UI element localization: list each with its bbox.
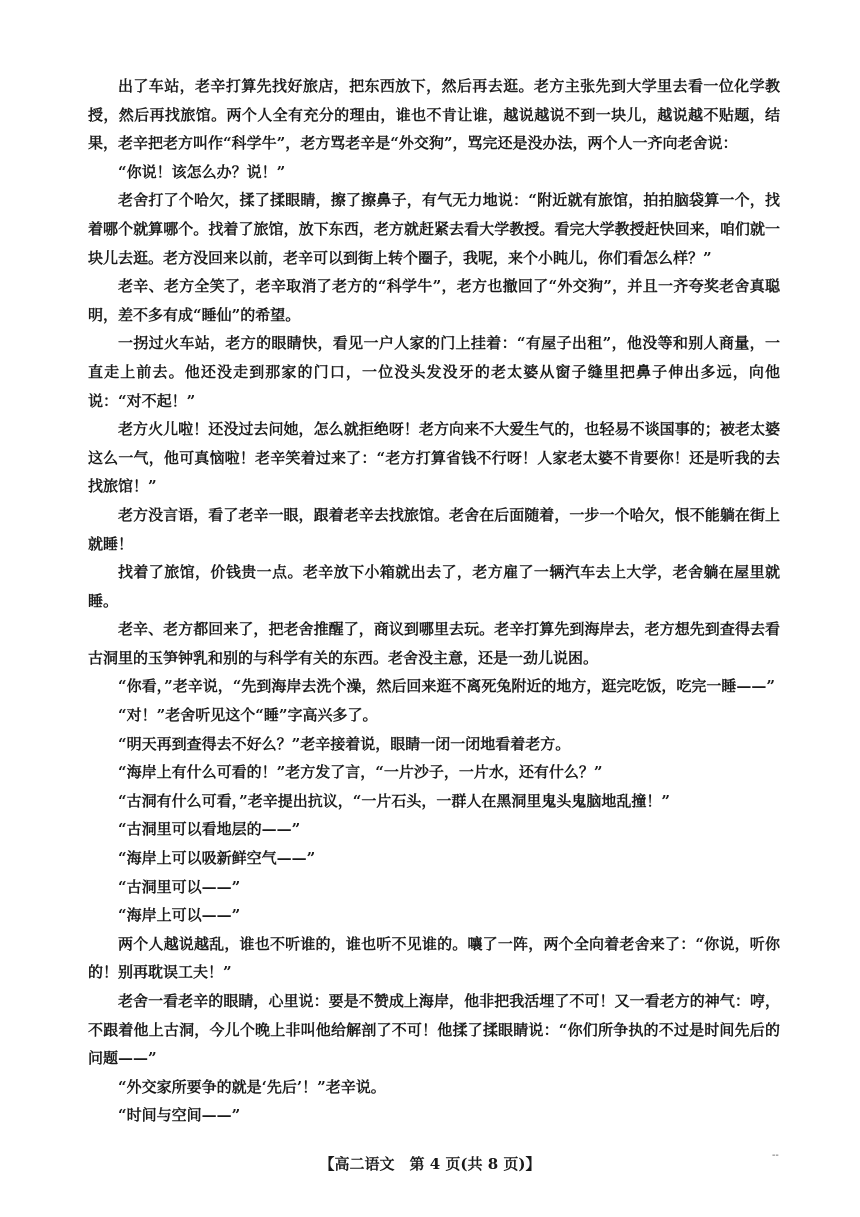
paragraph-1: 出了车站，老辛打算先找好旅店，把东西放下，然后再去逛。老方主张先到大学里去看一位化学教授，然后再找旅馆。两个人全有充分的理由，谁也不肯让谁，越说越说不到一块儿，越说越不贴题，结果，老辛把老方叫作“科学牛”，老方骂老辛是“外交狗”，骂完还是没办法，两个人一齐向老舍说： — [88, 77, 780, 153]
paragraph-8: 找着了旅馆，价钱贵一点。老辛放下小箱就出去了，老方雇了一辆汽车去上大学，老舍躺在屋里就睡。 — [88, 563, 780, 610]
paragraph-16: “海岸上可以吸新鲜空气——” — [118, 849, 316, 868]
paragraph-18: “海岸上可以——” — [118, 906, 241, 925]
paragraph-20: 老舍一看老辛的眼睛，心里说：要是不赞成上海岸，他非把我活埋了不可！又一看老方的神气：哼，不跟着他上古洞，今儿个晚上非叫他给解剖了不可！他揉了揉眼睛说：“你们所争执的不过是时间先后的问题——” — [88, 992, 780, 1068]
paragraph-5: 一拐过火车站，老方的眼睛快，看见一户人家的门上挂着：“有屋子出租”，他没等和别人商量，一直走上前去。他还没走到那家的门口，一位没头发没牙的老太婆从窗子缝里把鼻子伸出多远，向他说：“对不起！” — [88, 334, 780, 410]
paragraph-4: 老辛、老方全笑了，老辛取消了老方的“科学牛”，老方也撤回了“外交狗”，并且一齐夸奖老舍真聪明，差不多有成“睡仙”的希望。 — [88, 277, 780, 324]
paragraph-2: “你说！该怎么办？说！” — [118, 162, 286, 181]
page-footer: 【高二语文 第 4 页(共 8 页)】 — [319, 1155, 541, 1173]
paragraph-12: “明天再到查得去不好么？”老辛接着说，眼睛一闭一闭地看着老方。 — [118, 734, 571, 753]
paragraph-6: 老方火儿啦！还没过去问她，怎么就拒绝呀！老方向来不大爱生气的，也轻易不谈国事的；被老太婆这么一气，他可真恼啦！老辛笑着过来了：“老方打算省钱不行呀！人家老太婆不肯要你！还是听我的去找旅馆！” — [88, 420, 780, 496]
paragraph-7: 老方没言语，看了老辛一眼，跟着老辛去找旅馆。老舍在后面随着，一步一个哈欠，恨不能躺在街上就睡！ — [88, 505, 780, 553]
paragraph-17: “古洞里可以——” — [118, 877, 241, 896]
paragraph-10: “你看，”老辛说，“先到海岸去洗个澡，然后回来逛不离死兔附近的地方，逛完吃饭，吃完一睡——” — [118, 677, 776, 696]
paragraph-22: “时间与空间——” — [118, 1106, 241, 1125]
paragraph-19: 两个人越说越乱，谁也不听谁的，谁也听不见谁的。嚷了一阵，两个全向着老舍来了：“你说，听你的！别再耽误工夫！” — [88, 934, 780, 982]
paragraph-15: “古洞里可以看地层的——” — [118, 820, 301, 839]
body-text — [88, 72, 780, 1130]
paragraph-14: “古洞有什么可看，”老辛提出抗议，“一片石头，一群人在黑洞里鬼头鬼脑地乱撞！” — [118, 791, 671, 810]
corner-mark: -- — [772, 1150, 779, 1161]
paragraph-3: 老舍打了个哈欠，揉了揉眼睛，擦了擦鼻子，有气无力地说：“附近就有旅馆，拍拍脑袋算一个，找着哪个就算哪个。找着了旅馆，放下东西，老方就赶紧去看大学教授。看完大学教授赶快回来，咱们就一块儿去逛。老方没回来以前，老辛可以到街上转个圈子，我呢，来个小盹儿，你们看怎么样？” — [88, 191, 780, 267]
paragraph-13: “海岸上有什么可看的！”老方发了言，“一片沙子，一片水，还有什么？” — [118, 763, 603, 782]
paragraph-9: 老辛、老方都回来了，把老舍推醒了，商议到哪里去玩。老辛打算先到海岸去，老方想先到查得去看古洞里的玉笋钟乳和别的与科学有关的东西。老舍没主意，还是一劲儿说困。 — [88, 620, 780, 667]
paragraph-11: “对！”老舍听见这个“睡”字高兴多了。 — [118, 706, 378, 725]
paragraph-21: “外交家所要争的就是‘先后’！”老辛说。 — [118, 1077, 386, 1096]
